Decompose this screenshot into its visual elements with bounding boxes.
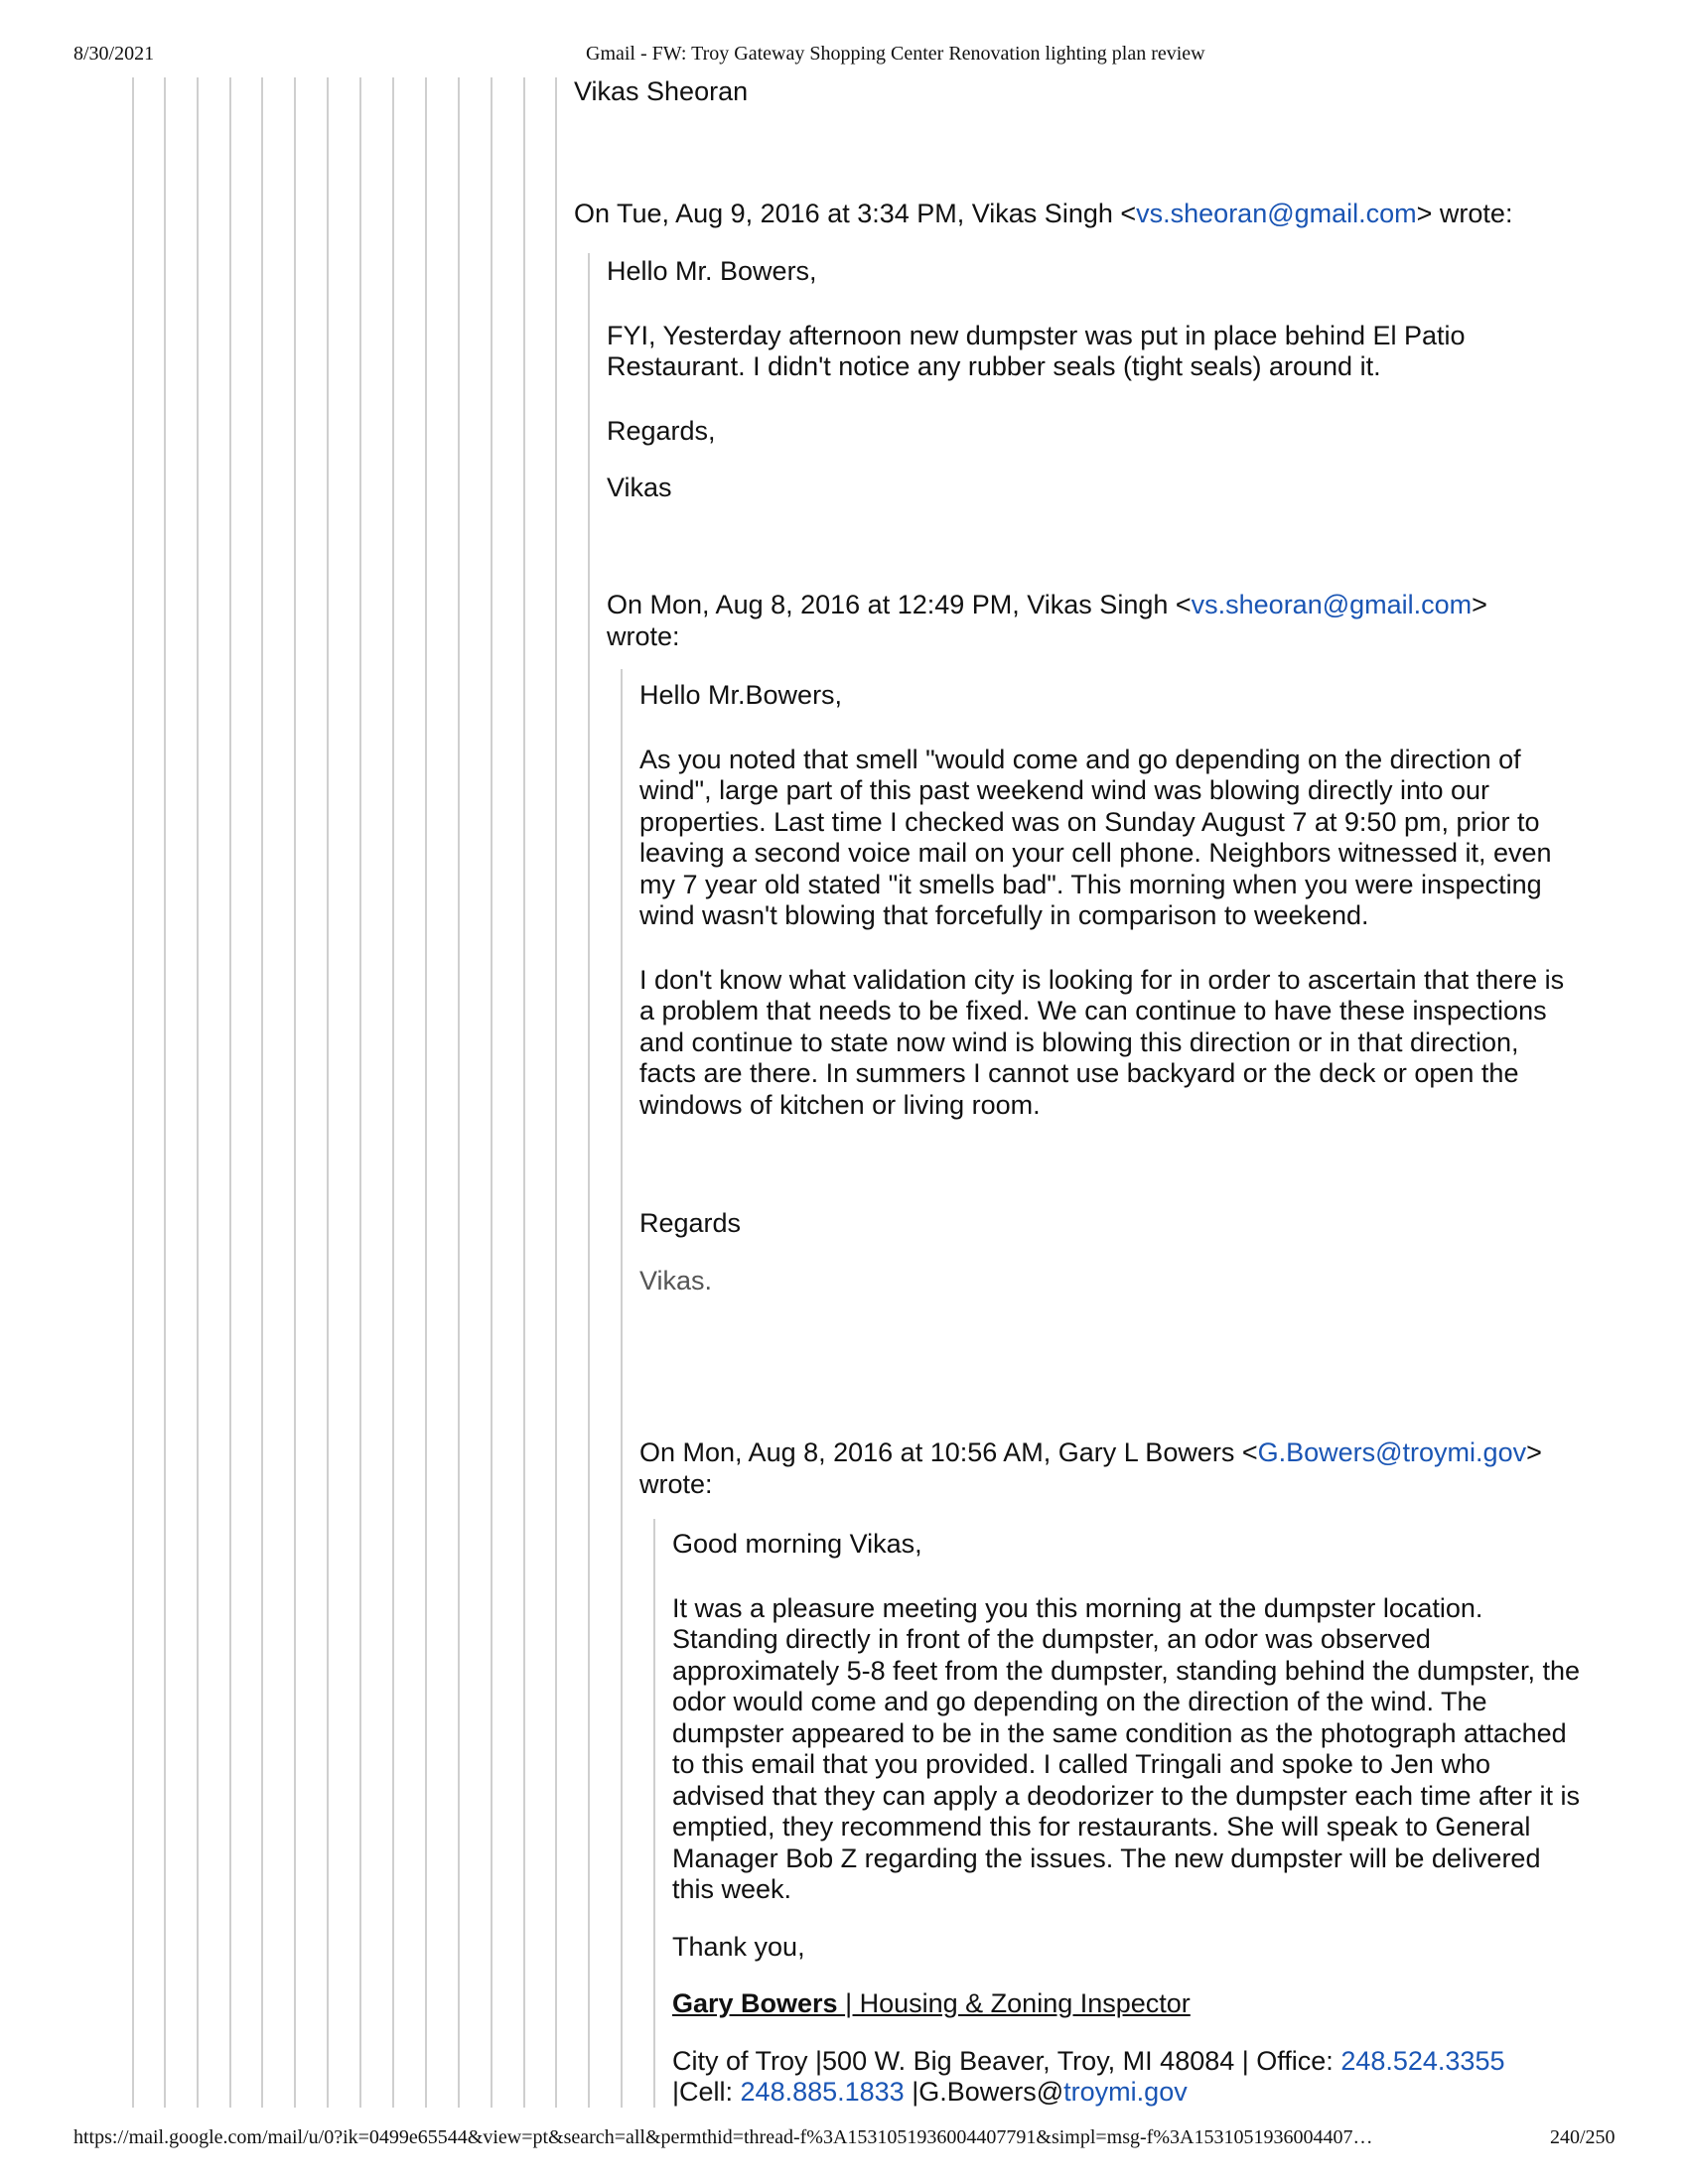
quote-rule [523,77,525,2108]
domain-link[interactable]: troymi.gov [1063,2077,1188,2107]
sender-name: Vikas [607,473,672,502]
quote-rule [458,77,460,2108]
quote-rule [555,77,557,2108]
regards: Regards [639,1208,742,1238]
attribution-text: On Tue, Aug 9, 2016 at 3:34 PM, Vikas Singh <vs.sheoran@gmail.com> wrote: [574,199,1513,228]
quote-rule [621,669,623,2108]
quote-rule [164,77,166,2108]
quote-rule [229,77,231,2108]
paragraph-2: I don't know what validation city is looking for in order to ascertain that there is a problem that needs to be fixed. We can continue to have these inspections and continue to state now wind is blowing this direction or in that direction, facts are there. In summers I cannot use backyard or the deck or open the windows of kitchen or living room. [639,964,1565,1120]
signoff-top [574,76,1567,108]
quote-rule [132,77,134,2108]
quote-rule [197,77,199,2108]
email-link-gary[interactable]: G.Bowers@troymi.gov [1257,1437,1527,1467]
attribution-aug8-gary [639,1437,1573,1500]
attribution-aug9 [574,199,1607,230]
message-aug8-vikas [639,680,1583,1297]
thanks: Thank you, [672,1931,805,1962]
greeting: Good morning Vikas, [672,1529,922,1559]
page-number: 240/250 [1550,2126,1616,2148]
signature-title: | Housing & Zoning Inspector [845,1988,1191,2018]
quote-rule [653,1519,655,2108]
attribution-aug8-vikas [607,590,1560,652]
signature-title-line [672,1988,1586,2020]
print-date: 8/30/2021 [73,43,155,65]
cell-phone-link[interactable]: 248.885.1833 [740,2077,905,2107]
signoff-name: Vikas Sheoran [574,76,749,106]
quote-rule [261,77,263,2108]
quote-rule [425,77,427,2108]
body-text: It was a pleasure meeting you this morning at the dumpster location. Standing directly in front of the dumpster, an odor was observed approximately 5-8 feet from the dumpster, standing behind the dumpster, the odor would come and go depending on the direction of the wind. The dumpster appeared to be in the same condition as the photograph attached to this email that you provided. I called Tringali and spoke to Jen who advised that they can apply a deodorizer to the dumpster each time after it is emptied, they recommend this for restaurants. She will speak to General Manager Bob Z regarding the issues. The new dumpster will be delivered this week. [672,1592,1581,1904]
quote-rule [327,77,329,2108]
quote-rule [359,77,361,2108]
office-phone-link[interactable]: 248.524.3355 [1340,2045,1505,2076]
email-link-vikas[interactable]: vs.sheoran@gmail.com [1136,199,1417,228]
print-title: Gmail - FW: Troy Gateway Shopping Center Renovation lighting plan review [586,43,1205,65]
message-aug8-gary [672,1529,1586,2109]
quote-rule [491,77,492,2108]
paragraph-1: As you noted that smell "would come and go depending on the direction of wind", large part of this past weekend wind was blowing directly into our properties. Last time I checked was on Sunday August 7 at 9:50 pm, prior to leaving a second voice mail on your cell phone. Neighbors witnessed it, even my 7 year old stated "it smells bad". This morning when you were inspecting wind wasn't blowing that forcefully in comparison to weekend. [639,744,1552,930]
attribution-text: On Mon, Aug 8, 2016 at 12:49 PM, Vikas Singh <vs.sheoran@gmail.com> wrote: [607,590,1487,651]
greeting: Hello Mr.Bowers, [639,680,843,710]
body-text: FYI, Yesterday afternoon new dumpster was put in place behind El Patio Restaurant. I didn't notice any rubber seals (tight seals) around it. [607,320,1466,381]
sender-name: Vikas. [639,1265,713,1296]
quote-rule [392,77,394,2108]
regards: Regards, [607,415,716,446]
attribution-text: On Mon, Aug 8, 2016 at 10:56 AM, Gary L Bowers <G.Bowers@troymi.gov> wrote: [639,1437,1542,1499]
signature-name: Gary Bowers [672,1988,846,2018]
print-url: https://mail.google.com/mail/u/0?ik=0499e65544&view=pt&search=all&permthid=thread-f%3A1531051936004407791&simpl=msg-f%3A1531051936004407… [73,2126,1373,2148]
greeting: Hello Mr. Bowers, [607,256,817,286]
email-link-vikas[interactable]: vs.sheoran@gmail.com [1191,590,1473,619]
message-aug9 [607,256,1560,504]
quote-rule [588,253,590,2108]
quote-rule [294,77,296,2108]
signature-contact: City of Troy |500 W. Big Beaver, Troy, MI 48084 | Office: 248.524.3355 |Cell: 248.885.1833 |G.Bowers@troymi.gov [672,2045,1505,2107]
